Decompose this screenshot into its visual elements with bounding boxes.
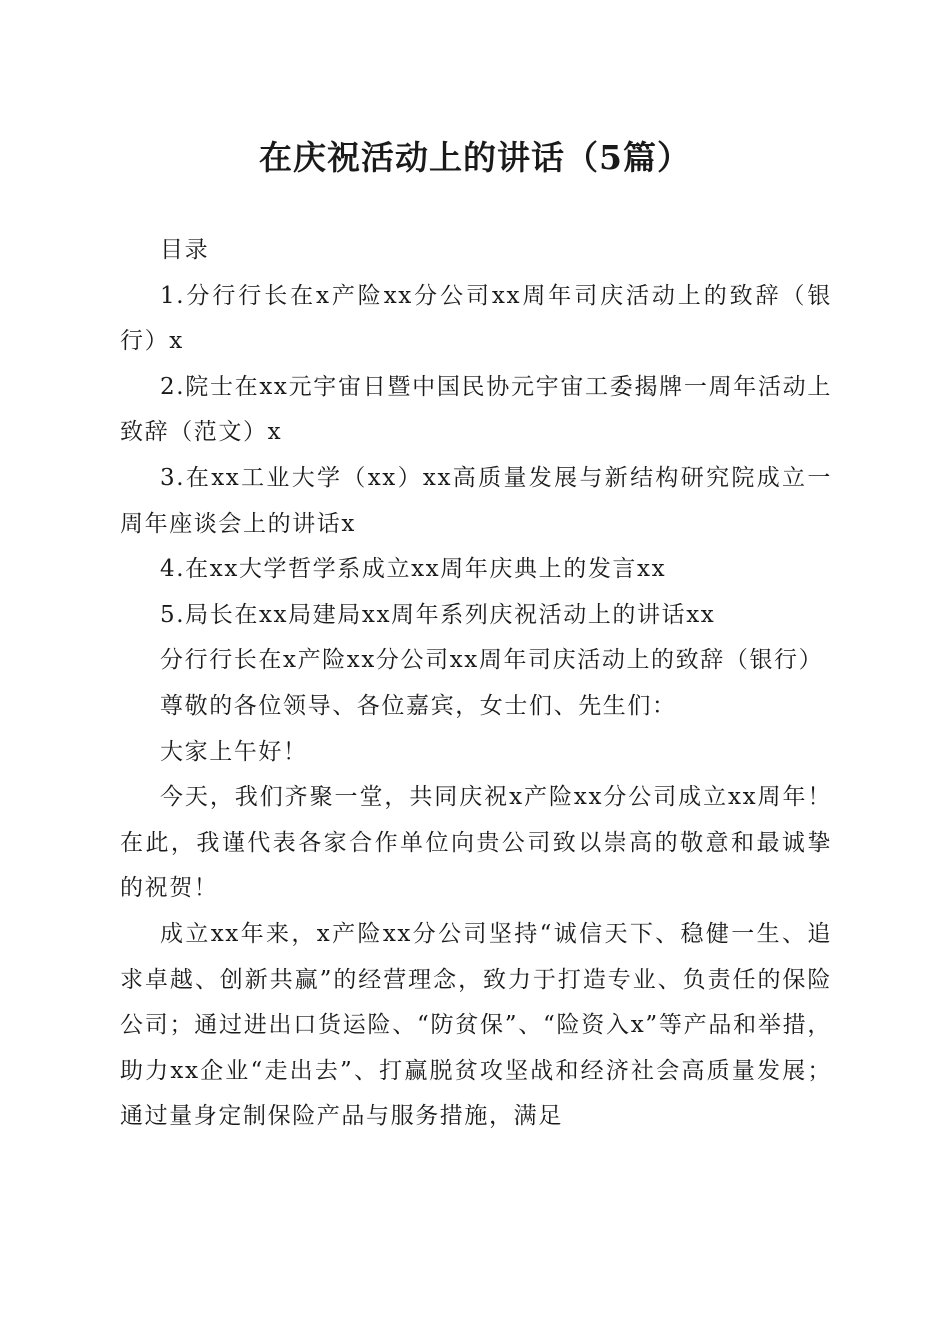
toc-item-1: 1.分行行长在x产险xx分公司xx周年司庆活动上的致辞（银行）x	[120, 282, 832, 355]
salutation: 尊敬的各位领导、各位嘉宾，女士们、先生们：	[160, 692, 677, 719]
body-paragraph: 成立xx年来，x产险xx分公司坚持“诚信天下、稳健一生、追求卓越、创新共赢”的经营理念，致力于打造专业、负责任的保险公司；通过进出口货运险、“防贫保”、“险资入x”等产品和举措，助力xx企业“走出去”、打赢脱贫攻坚战和经济社会高质量发展；通过量身定制保险产品与服务措施，满足	[120, 920, 832, 1130]
toc-item-5: 5.局长在xx局建局xx周年系列庆祝活动上的讲话xx	[160, 601, 716, 628]
greeting: 大家上午好！	[160, 738, 308, 765]
document-title: 在庆祝活动上的讲话（5篇）	[259, 138, 691, 177]
toc-item-3: 3.在xx工业大学（xx）xx高质量发展与新结构研究院成立一周年座谈会上的讲话x	[120, 464, 832, 537]
document-body	[120, 228, 832, 1140]
toc-heading: 目录	[160, 237, 210, 263]
toc-item-4: 4.在xx大学哲学系成立xx周年庆典上的发言xx	[160, 556, 667, 583]
speech-title: 分行行长在x产险xx分公司xx周年司庆活动上的致辞（银行）	[160, 647, 824, 674]
toc-item-2: 2.院士在xx元宇宙日暨中国民协元宇宙工委揭牌一周年活动上致辞（范文）x	[120, 373, 832, 446]
body-paragraph: 今天，我们齐聚一堂，共同庆祝x产险xx分公司成立xx周年！在此，我谨代表各家合作单位向贵公司致以崇高的敬意和最诚挚的祝贺！	[120, 784, 832, 902]
